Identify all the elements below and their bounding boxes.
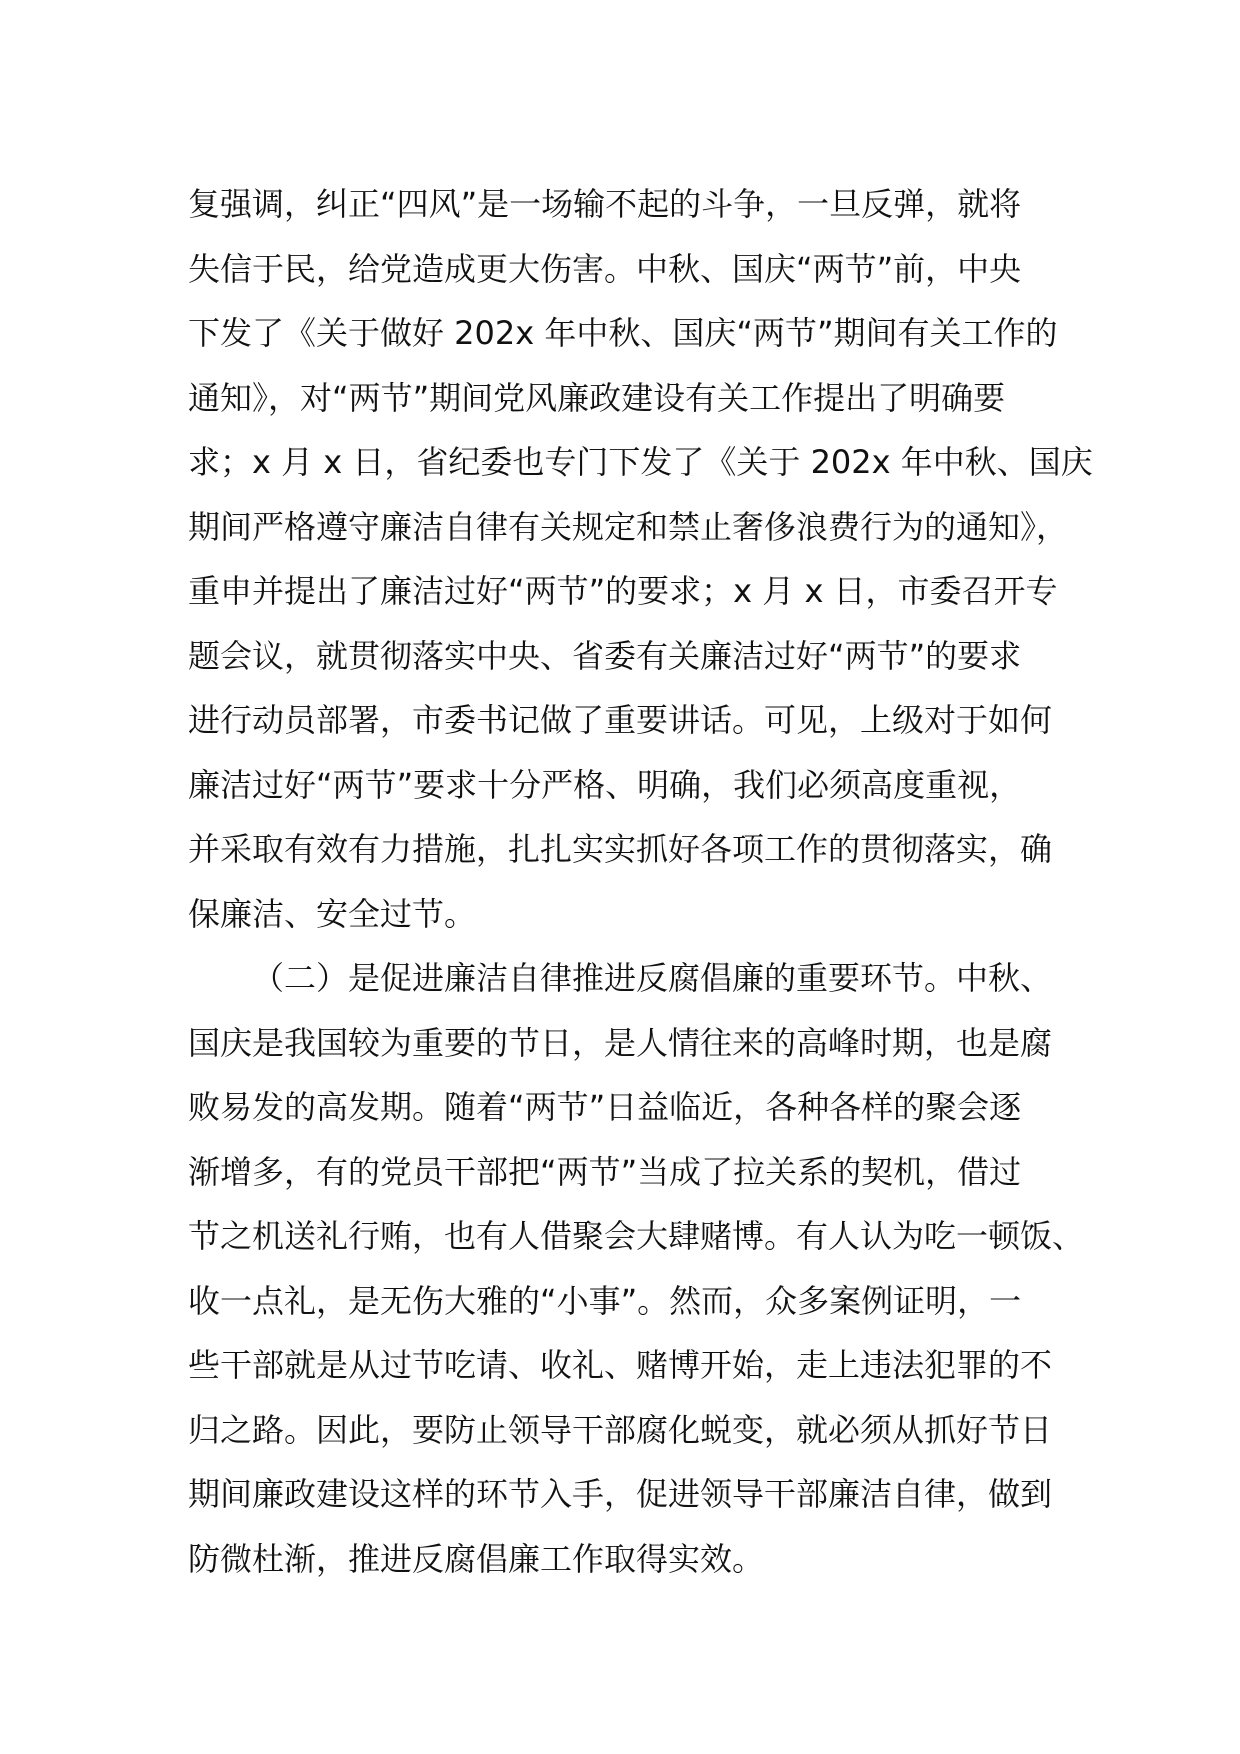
- body-text: [188, 172, 1093, 1591]
- text-line: 重申并提出了廉洁过好“两节”的要求；x 月 x 日，市委召开专: [188, 572, 1058, 610]
- text-line: 国庆是我国较为重要的节日，是人情往来的高峰时期，也是腐: [188, 1023, 1053, 1062]
- text-line: 些干部就是从过节吃请、收礼、赌博开始，走上违法犯罪的不: [188, 1346, 1053, 1384]
- text-line: 复强调，纠正“四风”是一场输不起的斗争，一旦反弹，就将: [188, 185, 1022, 223]
- text-line: 收一点礼，是无伤大雅的“小事”。然而，众多案例证明，一: [188, 1281, 1022, 1320]
- paragraph-start-line: （二）是促进廉洁自律推进反腐倡廉的重要环节。中秋、: [252, 959, 1053, 997]
- text-line: 通知》，对“两节”期间党风廉政建设有关工作提出了明确要: [188, 378, 1006, 417]
- text-line: 败易发的高发期。随着“两节”日益临近，各种各样的聚会逐: [188, 1088, 1022, 1126]
- text-line: 防微杜渐，推进反腐倡廉工作取得实效。: [188, 1539, 765, 1578]
- text-line: 并采取有效有力措施，扎扎实实抓好各项工作的贯彻落实，确: [188, 830, 1053, 868]
- text-line: 失信于民，给党造成更大伤害。中秋、国庆“两节”前，中央: [188, 249, 1022, 288]
- text-line: 归之路。因此，要防止领导干部腐化蜕变，就必须从抓好节日: [188, 1410, 1053, 1449]
- text-line: 求；x 月 x 日，省纪委也专门下发了《关于 202x 年中秋、国庆: [188, 443, 1093, 481]
- text-line: 期间严格遵守廉洁自律有关规定和禁止奢侈浪费行为的通知》，: [188, 507, 1069, 546]
- text-line: 廉洁过好“两节”要求十分严格、明确，我们必须高度重视，: [188, 765, 1022, 804]
- text-line: 题会议，就贯彻落实中央、省委有关廉洁过好“两节”的要求: [188, 636, 1022, 675]
- text-line: 渐增多，有的党员干部把“两节”当成了拉关系的契机，借过: [188, 1152, 1022, 1191]
- text-line: 下发了《关于做好 202x 年中秋、国庆“两节”期间有关工作的: [188, 314, 1058, 352]
- text-line: 期间廉政建设这样的环节入手，促进领导干部廉洁自律，做到: [188, 1475, 1053, 1513]
- text-line: 节之机送礼行贿，也有人借聚会大肆赌博。有人认为吃一顿饭、: [188, 1217, 1085, 1255]
- text-line: 进行动员部署，市委书记做了重要讲话。可见，上级对于如何: [188, 701, 1053, 739]
- text-line: 保廉洁、安全过节。: [188, 894, 477, 933]
